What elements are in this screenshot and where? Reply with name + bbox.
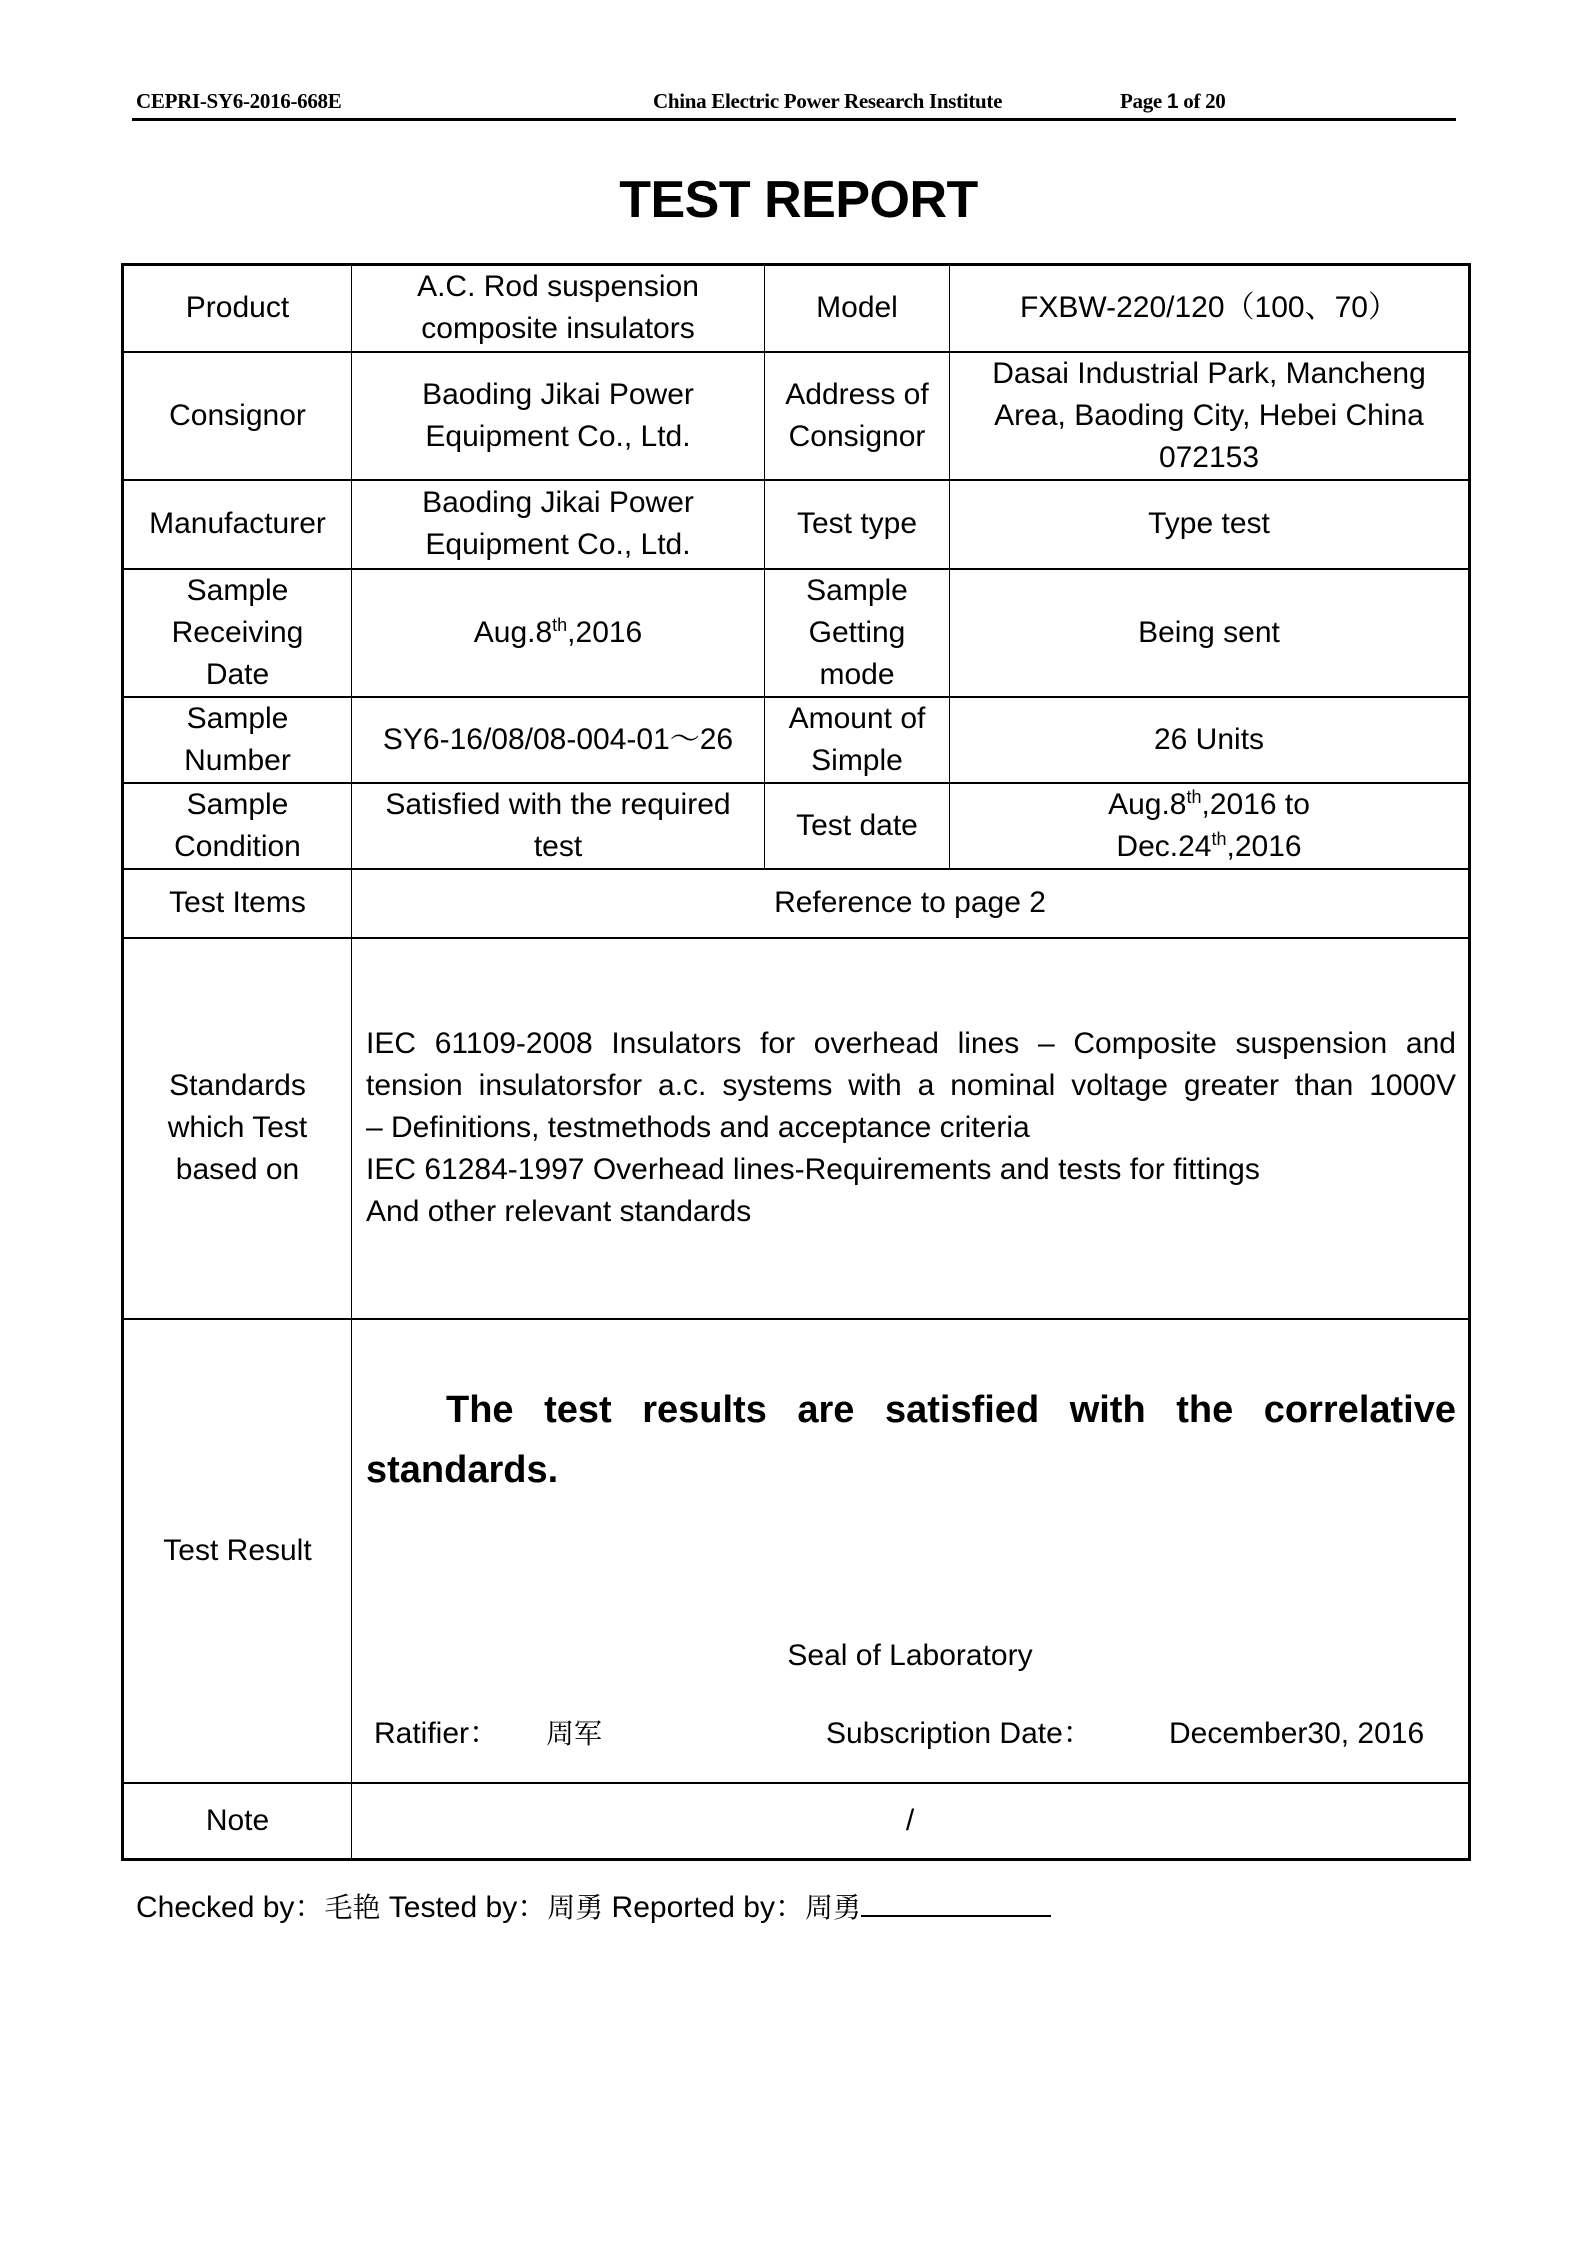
amount-label [765, 697, 950, 783]
test-items-label: Test Items [123, 869, 352, 938]
receiving-date-label [123, 569, 352, 697]
signature-blank [861, 1889, 1051, 1917]
condition-value [352, 783, 765, 869]
address-label-line1: Address of [785, 377, 929, 411]
product-label: Product [123, 265, 352, 352]
test-date-end-tail: ,2016 [1226, 829, 1302, 863]
receiving-date-ordinal: th [552, 614, 568, 635]
table-row-note [123, 1783, 1470, 1860]
manufacturer-value-line1: Baoding Jikai Power [422, 486, 694, 519]
standard-line: IEC 61284-1997 Overhead lines-Requirements and tests for fittings [366, 1153, 1260, 1186]
standards-label-line1: Standards [169, 1069, 306, 1102]
receiving-date-value [352, 569, 765, 697]
condition-label [123, 783, 352, 869]
getting-mode-label-line1: Sample [806, 573, 908, 607]
amount-label-line1: Amount of [788, 701, 926, 735]
seal-of-laboratory: Seal of Laboratory [787, 1638, 1033, 1672]
amount-label-line2: Simple [811, 743, 903, 777]
condition-value-line2: test [533, 829, 583, 863]
receiving-date-label-line1: Sample [186, 573, 289, 607]
test-date-end-ordinal: th [1211, 828, 1227, 849]
reported-by-name: 周勇 [805, 1891, 862, 1924]
header-rule [132, 118, 1456, 121]
getting-mode-label-line2: Getting [808, 615, 906, 649]
model-value: FXBW-220/120（100、70） [950, 265, 1470, 352]
getting-mode-label [765, 569, 950, 697]
receiving-date-label-line2: Receiving [171, 615, 304, 649]
address-label [765, 352, 950, 480]
standards-label [123, 938, 352, 1319]
standard-line: IEC 61109-2008 Insulators for overhead lines – Composite suspension and [366, 1027, 1456, 1060]
test-date-end-main: Dec.24 [1116, 829, 1212, 863]
page-prefix: Page [1120, 89, 1167, 113]
table-row-consignor [123, 352, 1470, 480]
consignor-label: Consignor [123, 352, 352, 480]
page-indicator [1120, 89, 1226, 114]
table-row-sample-number [123, 697, 1470, 783]
address-line3: 072153 [1158, 440, 1260, 474]
standard-line: – Definitions, testmethods and acceptance criteria [366, 1111, 1030, 1144]
table-row-manufacturer [123, 480, 1470, 569]
getting-mode-value: Being sent [950, 569, 1470, 697]
condition-value-line1: Satisfied with the required [385, 787, 731, 821]
test-date-start-ordinal: th [1186, 786, 1202, 807]
test-result-statement: The test results are satisfied with the correlative standards. [366, 1388, 1456, 1491]
test-date-start-main: Aug.8 [1108, 787, 1187, 821]
consignor-value-line1: Baoding Jikai Power [422, 377, 694, 411]
getting-mode-label-line3: mode [819, 657, 895, 691]
tested-by-name: 周勇 [547, 1891, 604, 1924]
ratifier-name: 周军 [546, 1716, 603, 1750]
condition-label-line2: Condition [174, 829, 301, 863]
consignor-value-line2: Equipment Co., Ltd. [425, 419, 691, 453]
ratifier-label: Ratifier： [374, 1716, 500, 1750]
standards-value [352, 938, 1470, 1319]
manufacturer-label: Manufacturer [123, 480, 352, 569]
table-row-receiving-date [123, 569, 1470, 697]
receiving-date-year: ,2016 [567, 615, 643, 649]
note-value: / [352, 1783, 1470, 1860]
sample-number-label-line1: Sample [186, 701, 289, 735]
tested-by-label: Tested by： [380, 1891, 548, 1924]
institute-name: China Electric Power Research Institute [653, 89, 1003, 113]
test-date-value [950, 783, 1470, 869]
test-date-start-tail: ,2016 to [1201, 787, 1310, 821]
standards-label-line3: based on [175, 1153, 300, 1186]
receiving-date-main: Aug.8 [473, 615, 553, 649]
address-line1: Dasai Industrial Park, Mancheng [992, 356, 1426, 390]
table-row-product [123, 265, 1470, 352]
sample-number-label-line2: Number [184, 743, 291, 777]
consignor-value [352, 352, 765, 480]
standard-line: And other relevant standards [366, 1195, 752, 1228]
product-value [352, 265, 765, 352]
reported-by-label: Reported by： [603, 1891, 805, 1924]
report-table [121, 263, 1471, 1861]
standard-line: tension insulatorsfor a.c. systems with a nominal voltage greater than 1000V [366, 1069, 1456, 1102]
table-row-condition [123, 783, 1470, 869]
sample-number-value: SY6-16/08/08-004-01～26 [352, 697, 765, 783]
manufacturer-value-line2: Equipment Co., Ltd. [425, 528, 691, 561]
subscription-date-label: Subscription Date： [826, 1716, 1093, 1750]
table-row-test-result [123, 1319, 1470, 1783]
test-items-value: Reference to page 2 [352, 869, 1470, 938]
test-date-label: Test date [765, 783, 950, 869]
condition-label-line1: Sample [186, 787, 289, 821]
address-value [950, 352, 1470, 480]
checked-by-label: Checked by： [136, 1891, 325, 1924]
sample-number-label [123, 697, 352, 783]
note-label: Note [123, 1783, 352, 1860]
test-result-value [352, 1319, 1470, 1783]
product-value-line1: A.C. Rod suspension [417, 270, 699, 304]
report-number: CEPRI-SY6-2016-668E [136, 89, 342, 113]
subscription-date-value: December30, 2016 [1169, 1716, 1425, 1750]
page-suffix: of 20 [1178, 89, 1226, 113]
page-current: 1 [1166, 90, 1179, 113]
product-value-line2: composite insulators [421, 312, 695, 346]
test-type-label: Test type [765, 480, 950, 569]
receiving-date-label-line3: Date [205, 657, 270, 691]
table-row-standards [123, 938, 1470, 1319]
address-line2: Area, Baoding City, Hebei China [994, 398, 1424, 432]
manufacturer-value [352, 480, 765, 569]
test-result-label: Test Result [123, 1319, 352, 1783]
model-label: Model [765, 265, 950, 352]
standards-label-line2: which Test [167, 1111, 308, 1144]
amount-value: 26 Units [950, 697, 1470, 783]
checked-by-name: 毛艳 [324, 1891, 381, 1924]
table-row-test-items [123, 869, 1470, 938]
test-type-value: Type test [950, 480, 1470, 569]
signoff-line [136, 1882, 1051, 1926]
page-title: TEST REPORT [619, 171, 978, 229]
address-label-line2: Consignor [788, 419, 926, 453]
